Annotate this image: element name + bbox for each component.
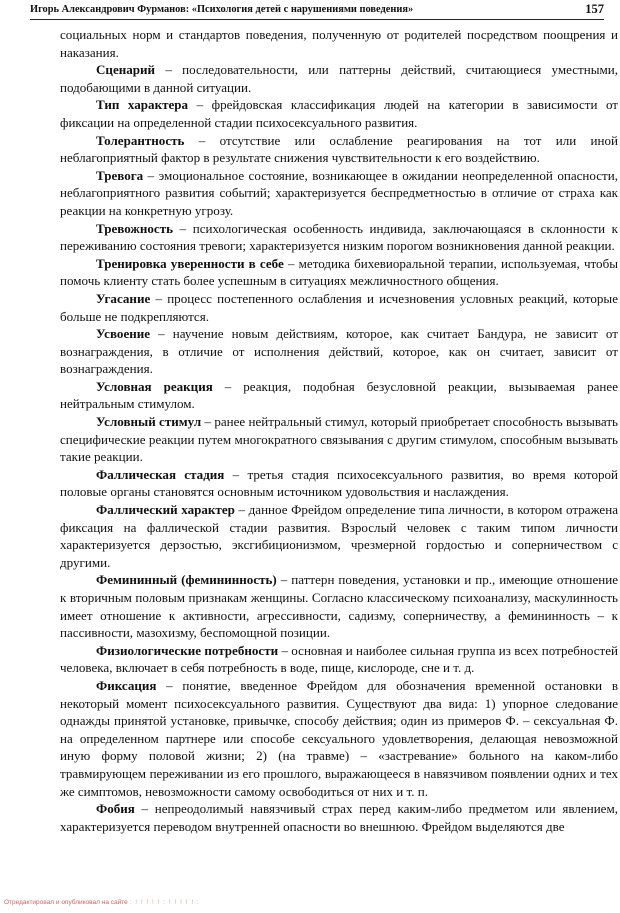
running-header bbox=[30, 2, 604, 18]
glossary-body bbox=[60, 26, 618, 835]
glossary-entry bbox=[60, 255, 618, 290]
glossary-entry bbox=[60, 290, 618, 325]
glossary-term: Фобия bbox=[96, 801, 135, 817]
glossary-definition: – паттерн поведения, установки и пр., имеющие отношение к вторичным половым признакам женщины. Согласно классическому психоанализу, маскулинность имеет отношение к активности, агрессивности, садизму, соперничеству, а фемининность – к пассивности, мазохизму, беспомощной позиции. bbox=[60, 572, 618, 641]
glossary-definition: – процесс постепенного ослабления и исчезновения условных реакций, которые больше не подкрепляются. bbox=[60, 290, 618, 324]
glossary-definition: – психологическая особенность индивида, заключающаяся в склонности к переживанию состояния тревоги; характеризуется низким порогом возникновения данной реакции. bbox=[60, 220, 618, 254]
glossary-term: Сценарий bbox=[96, 62, 156, 78]
glossary-entry bbox=[60, 466, 618, 501]
glossary-term: Тревога bbox=[96, 167, 144, 183]
glossary-term: Тревожность bbox=[96, 220, 174, 236]
glossary-definition: – ранее нейтральный стимул, который приобретает способность вызывать специфические реакции путем многократного связывания с другим стимулом, способным вызывать такие реакции. bbox=[60, 414, 618, 465]
glossary-definition: – последовательности, или паттерны действий, считающиеся уместными, подобающими в данной ситуации. bbox=[60, 62, 618, 95]
glossary-entry bbox=[60, 61, 618, 96]
glossary-entry bbox=[60, 378, 618, 413]
glossary-term: Толерантность bbox=[96, 132, 185, 148]
glossary-term: Фемининный (фемининность) bbox=[96, 572, 277, 588]
header-rule bbox=[30, 19, 604, 20]
glossary-entry bbox=[60, 677, 618, 800]
glossary-entry bbox=[60, 325, 618, 378]
page-number: 157 bbox=[585, 2, 604, 16]
glossary-definition: – фрейдовская классификация людей на категории в зависимости от фиксации на определенной стадии психосексуального развития. bbox=[60, 97, 618, 130]
glossary-term: Угасание bbox=[96, 290, 151, 306]
glossary-term: Физиологические потребности bbox=[96, 642, 279, 658]
glossary-definition: – понятие, введенное Фрейдом для обозначения временной остановки в некоторый момент психосексуального развития. Существуют два вида: 1) упорное следование однажды принятой установке, привычке, способу действия; один из примеров Ф. – сексуальная Ф. на определенном партнере или способе сексуального удовлетворения, делающая невозможной иную форму половой жизни; 2) (на травме) – «застревание» больного на каком-либо травмирующем переживании из его прошлого, выражающееся в навязчивом появлении одних и тех же симптомов, невозможности самому освободиться от них и т. п. bbox=[60, 677, 618, 799]
glossary-definition: – научение новым действиям, которое, как считает Бандура, не зависит от вознаграждения, в отличие от исполнения действий, которое, как он считает, зависит от вознаграждения. bbox=[60, 326, 618, 377]
glossary-term: Фаллическая стадия bbox=[96, 466, 225, 482]
continuation-paragraph: социальных норм и стандартов поведения, полученную от родителей посредством поощрения и наказания. bbox=[60, 27, 618, 60]
glossary-definition: – третья стадия психосексуального развития, во время которой половые органы становятся основным источником удовольствия и наслаждения. bbox=[60, 466, 619, 500]
glossary-term: Тип характера bbox=[96, 97, 189, 113]
glossary-definition: – данное Фрейдом определение типа личности, в котором отражена фиксация на фаллической стадии развития. Взрослый человек с таким типом личности характеризуется дерзостью, эксгибиционизмом, чрезмерной гордостью и соперничеством с другими. bbox=[60, 502, 618, 570]
glossary-entry bbox=[60, 413, 618, 466]
glossary-entry bbox=[60, 96, 618, 131]
glossary-definition: – методика бихевиоральной терапии, используемая, чтобы помочь клиенту стать более успешным в ситуациях межличностного общения. bbox=[60, 255, 618, 289]
running-header-title: Игорь Александрович Фурманов: «Психология детей с нарушениями поведения» bbox=[30, 4, 414, 15]
glossary-entry bbox=[60, 501, 618, 571]
glossary-definition: – основная и наиболее сильная группа из всех потребностей человека, включает в себя потребность в воде, пище, кислороде, сне и т. д. bbox=[60, 642, 618, 676]
glossary-entry bbox=[60, 167, 618, 220]
glossary-term: Тренировка уверенности в себе bbox=[96, 255, 284, 271]
glossary-entry bbox=[60, 571, 618, 641]
glossary-term: Усвоение bbox=[96, 326, 151, 342]
glossary-entry bbox=[60, 800, 618, 835]
glossary-entry bbox=[60, 132, 618, 167]
glossary-entry bbox=[60, 220, 618, 255]
glossary-term: Условная реакция bbox=[96, 378, 213, 394]
glossary-definition: – эмоциональное состояние, возникающее в ожидании неопределенной опасности, неблагоприятного развития событий; характеризуется беспредметностью в отличие от страха как реакции на конкретную угрозу. bbox=[60, 167, 618, 218]
footer-marks: : ! ! ! ! ! : ! ! ! ! ! : bbox=[129, 899, 200, 906]
footer-text: Отредактировал и опубликовал на сайте bbox=[4, 899, 128, 906]
glossary-term: Фиксация bbox=[96, 677, 157, 693]
glossary-definition: – непреодолимый навязчивый страх перед каким-либо предметом или явлением, характеризуется переводом внутренней опасности во внешнюю. Фрейдом выделяются две bbox=[60, 801, 618, 834]
glossary-term: Фаллический характер bbox=[96, 502, 235, 518]
publisher-footer bbox=[4, 899, 200, 906]
glossary-entry bbox=[60, 642, 618, 677]
glossary-definition: – реакция, подобная безусловной реакции, вызываемая ранее нейтральным стимулом. bbox=[60, 378, 618, 412]
glossary-term: Условный стимул bbox=[96, 414, 202, 430]
glossary-definition: – отсутствие или ослабление реагирования на тот или иной неблагоприятный фактор в результате снижения чувствительности к его воздействию. bbox=[60, 132, 618, 166]
